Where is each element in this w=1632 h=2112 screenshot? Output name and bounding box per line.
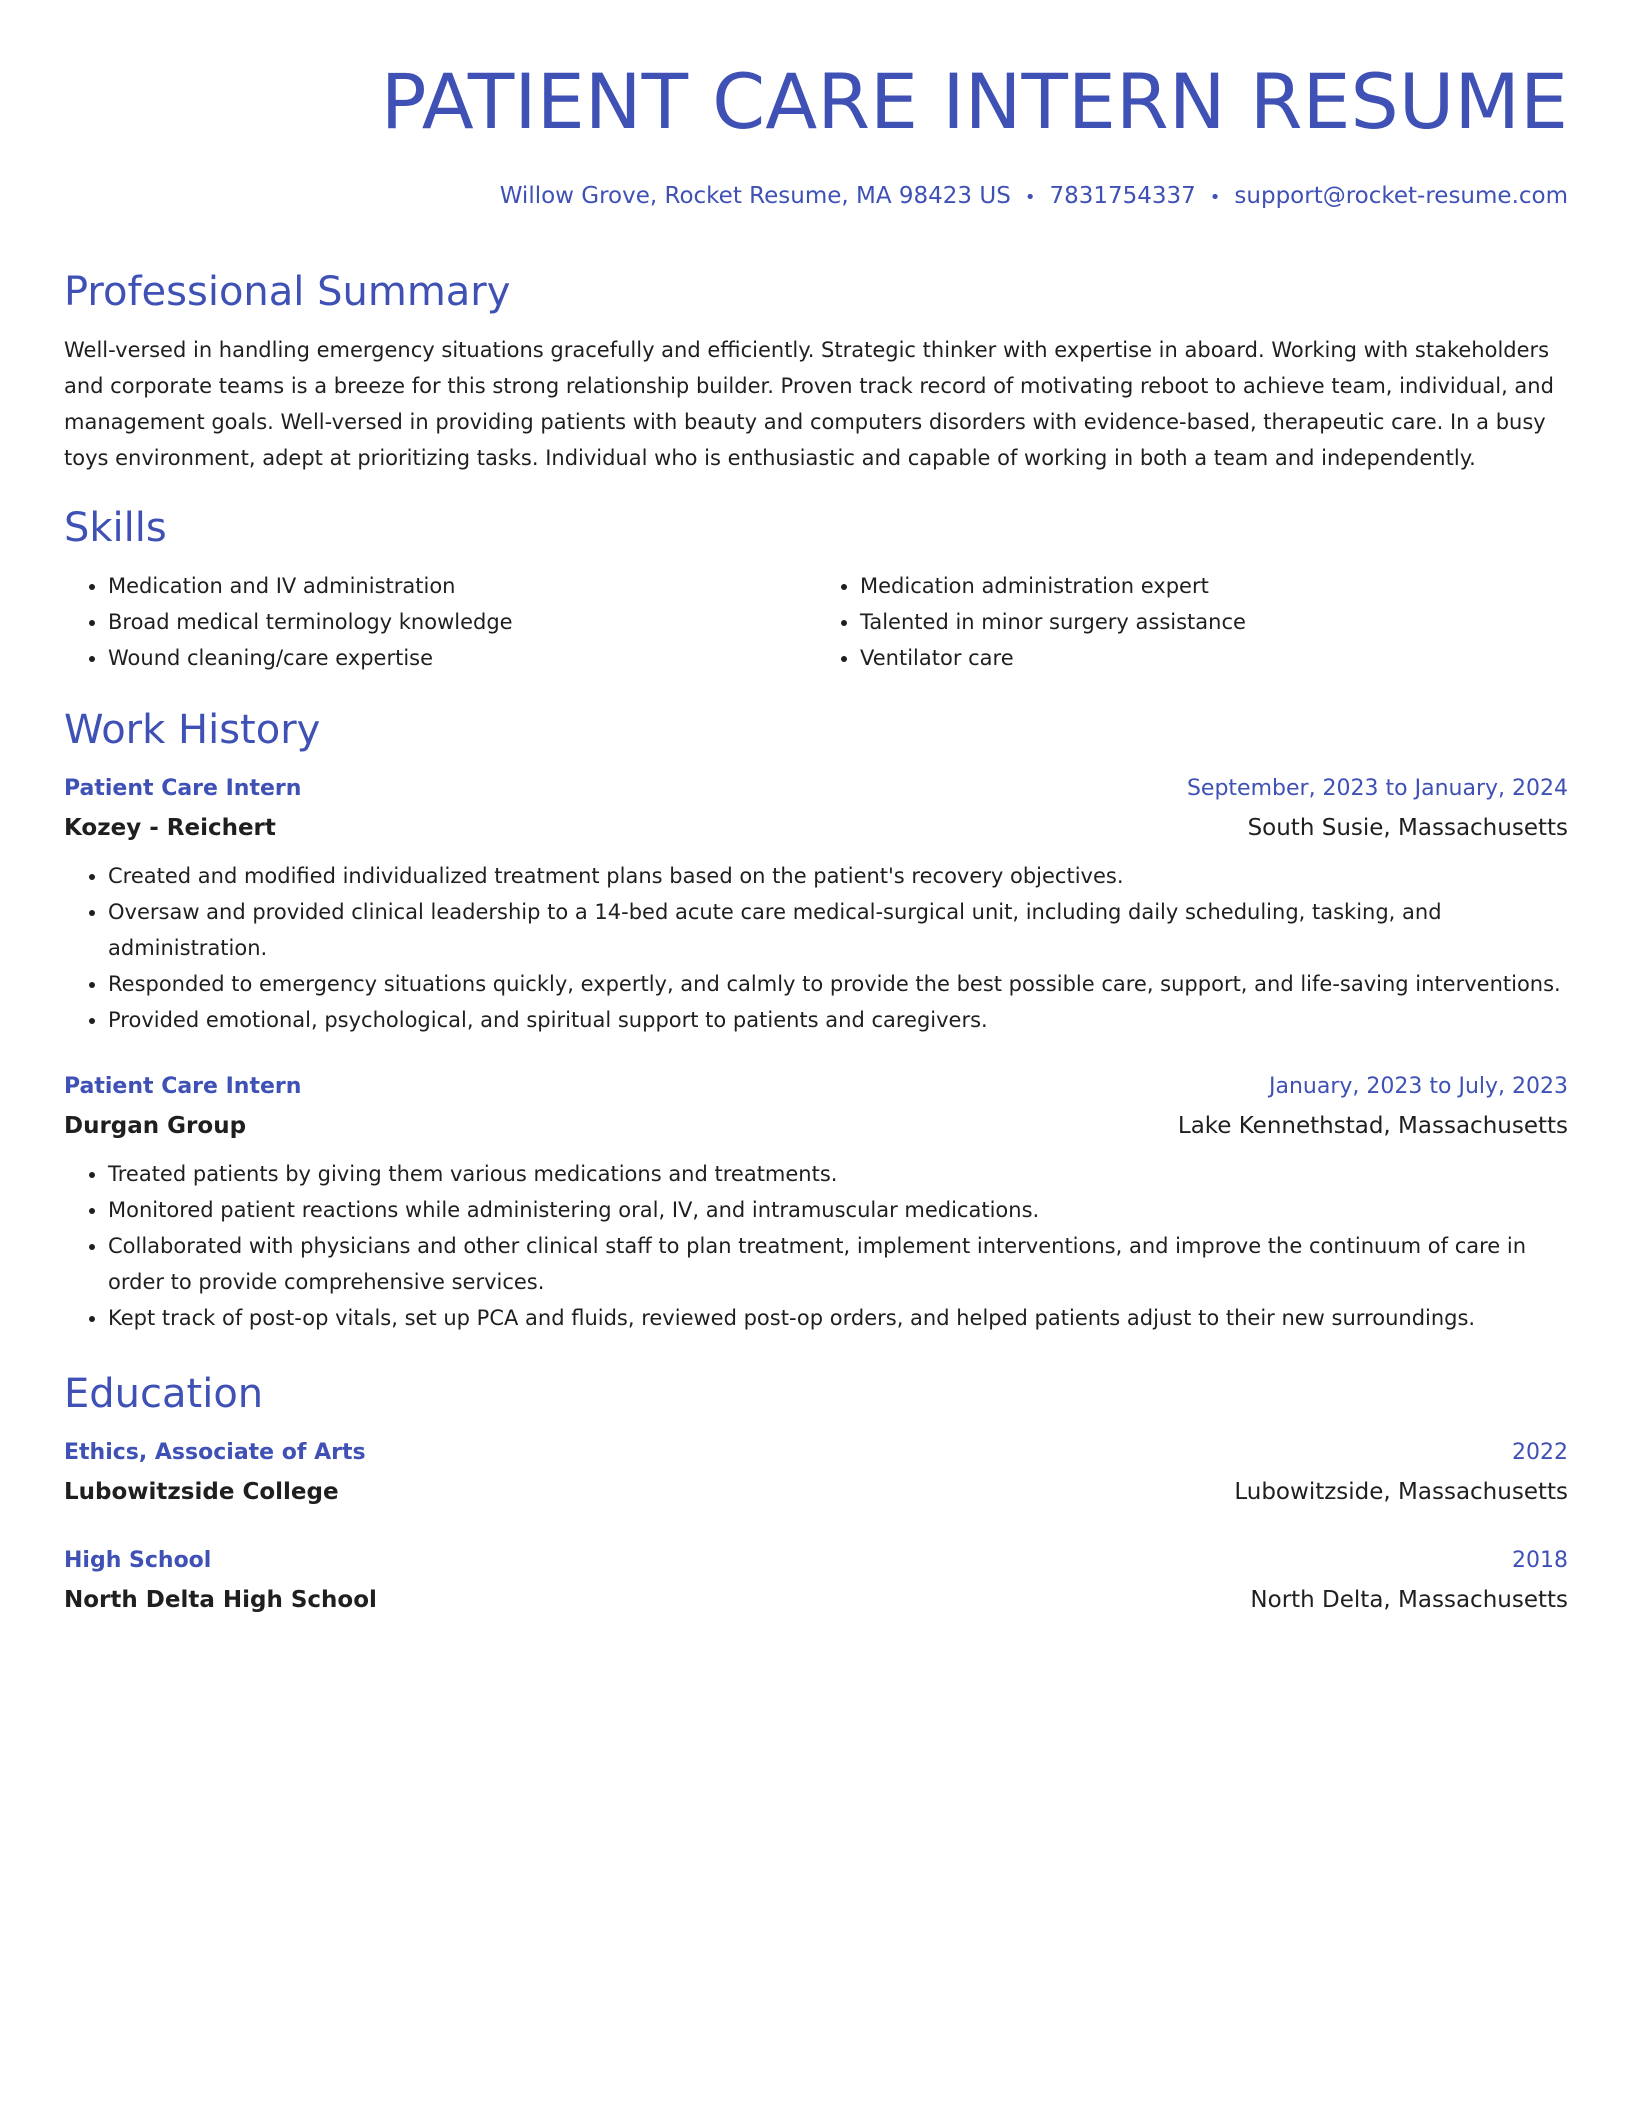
- job-duty-item: • Created and modified individualized treatment plans based on the patient's recovery objectives.: [108, 858, 1568, 894]
- contact-email[interactable]: support@rocket-resume.com: [1234, 183, 1568, 209]
- job-duty-item: • Collaborated with physicians and other clinical staff to plan treatment, implement interventions, and improve the continuum of care in order to provide comprehensive services.: [108, 1228, 1568, 1300]
- job-duty-item: • Responded to emergency situations quickly, expertly, and calmly to provide the best possible care, support, and life-saving interventions.: [108, 966, 1568, 1002]
- skill-item: • Wound cleaning/care expertise: [108, 640, 816, 676]
- education-degree: High School: [64, 1548, 212, 1573]
- summary-heading: Professional Summary: [64, 269, 511, 315]
- education-degree: Ethics, Associate of Arts: [64, 1440, 366, 1465]
- skill-item: • Talented in minor surgery assistance: [860, 604, 1568, 640]
- job-duty-item: • Kept track of post-op vitals, set up PCA and fluids, reviewed post-op orders, and helped patients adjust to their new surroundings.: [108, 1300, 1568, 1336]
- job-duty-item: • Oversaw and provided clinical leadership to a 14-bed acute care medical-surgical unit, including daily scheduling, tasking, and administration.: [108, 894, 1568, 966]
- job-company: Kozey - Reichert: [64, 815, 276, 841]
- education-year: 2018: [1512, 1548, 1568, 1573]
- work-entry: [64, 1068, 1568, 1336]
- work-history-heading: Work History: [64, 707, 321, 753]
- contact-separator: •: [1024, 187, 1036, 208]
- job-dates: January, 2023 to July, 2023: [1269, 1074, 1568, 1099]
- contact-separator: •: [1209, 187, 1221, 208]
- education-entry: [64, 1434, 1568, 1512]
- summary-text: Well-versed in handling emergency situations gracefully and efficiently. Strategic thinker with expertise in aboard. Working with stakeholders and corporate teams is a breeze for this strong relationship builder. Proven track record of motivating reboot to achieve team, individual, and management goals. Well-versed in providing patients with beauty and computers disorders with evidence-based, therapeutic care. In a busy toys environment, adept at prioritizing tasks. Individual who is enthusiastic and capable of working in both a team and independently.: [64, 338, 1554, 470]
- skill-item: • Broad medical terminology knowledge: [108, 604, 816, 640]
- job-duties: [64, 1156, 1568, 1336]
- job-duties: [64, 858, 1568, 1038]
- skills-heading: Skills: [64, 505, 167, 551]
- job-company: Durgan Group: [64, 1113, 247, 1139]
- contact-phone: 7831754337: [1049, 183, 1196, 209]
- education-location: Lubowitzside, Massachusetts: [1234, 1479, 1568, 1505]
- job-location: South Susie, Massachusetts: [1247, 815, 1568, 841]
- job-location: Lake Kennethstad, Massachusetts: [1177, 1113, 1568, 1139]
- skill-item: • Medication administration expert: [860, 568, 1568, 604]
- contact-line: [64, 180, 1568, 214]
- education-school: North Delta High School: [64, 1587, 377, 1613]
- education-year: 2022: [1512, 1440, 1568, 1465]
- job-dates: September, 2023 to January, 2024: [1186, 776, 1568, 801]
- skills-column-right: [816, 568, 1568, 676]
- resume-title: PATIENT CARE INTERN RESUME: [380, 57, 1568, 146]
- skill-item: • Medication and IV administration: [108, 568, 816, 604]
- job-title: Patient Care Intern: [64, 1074, 302, 1099]
- education-entry: [64, 1542, 1568, 1620]
- contact-address: Willow Grove, Rocket Resume, MA 98423 US: [499, 183, 1011, 209]
- job-title: Patient Care Intern: [64, 776, 302, 801]
- skills-column-left: [64, 568, 816, 676]
- education-heading: Education: [64, 1371, 264, 1417]
- work-entry: [64, 770, 1568, 1038]
- job-duty-item: • Treated patients by giving them various medications and treatments.: [108, 1156, 1568, 1192]
- education-location: North Delta, Massachusetts: [1250, 1587, 1568, 1613]
- education-school: Lubowitzside College: [64, 1479, 339, 1505]
- skills-list: [64, 568, 1568, 676]
- skill-item: • Ventilator care: [860, 640, 1568, 676]
- job-duty-item: • Monitored patient reactions while administering oral, IV, and intramuscular medications.: [108, 1192, 1568, 1228]
- job-duty-item: • Provided emotional, psychological, and spiritual support to patients and caregivers.: [108, 1002, 1568, 1038]
